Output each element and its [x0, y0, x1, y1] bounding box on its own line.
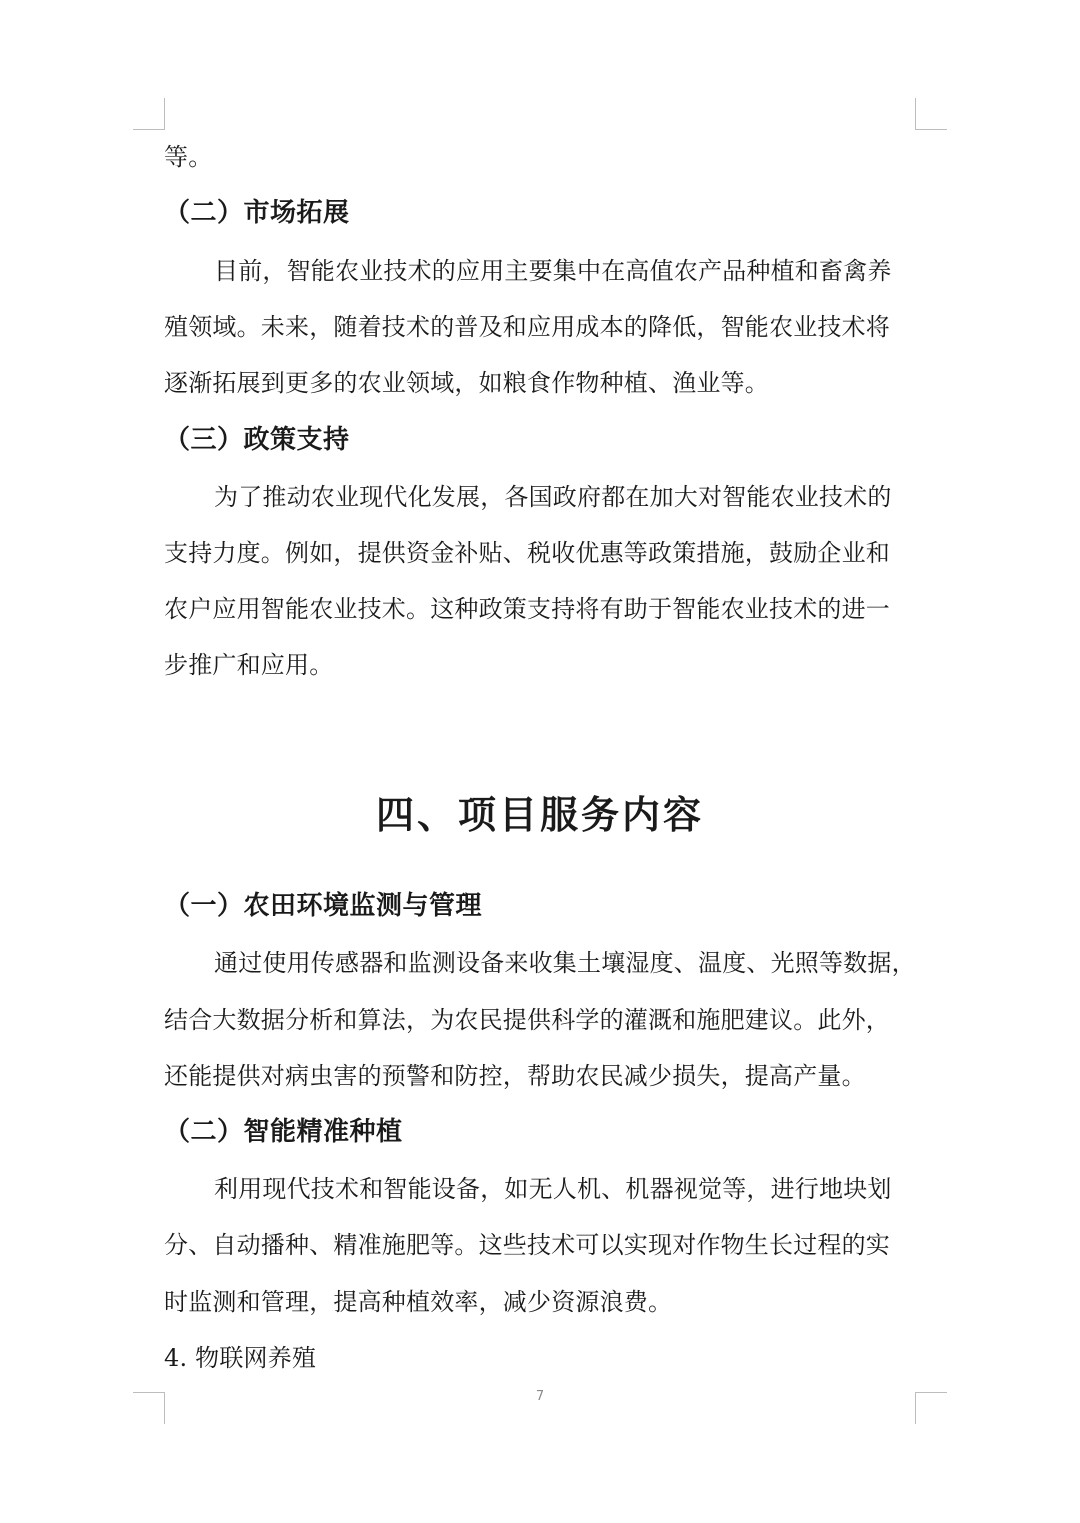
list-item-iot-farming: 4. 物联网养殖	[164, 1344, 317, 1372]
paragraph-line: 支持力度。例如，提供资金补贴、税收优惠等政策措施，鼓励企业和	[164, 539, 890, 567]
page-number: 7	[535, 1389, 545, 1404]
paragraph-line: 步推广和应用。	[164, 651, 334, 679]
chapter-title: 四、项目服务内容	[375, 792, 704, 837]
paragraph-line: 结合大数据分析和算法，为农民提供科学的灌溉和施肥建议。此外，	[164, 1006, 890, 1034]
heading-market-expansion: （二）市场拓展	[164, 198, 350, 228]
heading-field-monitoring: （一）农田环境监测与管理	[164, 891, 483, 921]
paragraph-line: 殖领域。未来，随着技术的普及和应用成本的降低，智能农业技术将	[164, 313, 890, 341]
crop-mark-top-right	[915, 98, 947, 130]
paragraph-line: 农户应用智能农业技术。这种政策支持将有助于智能农业技术的进一	[164, 595, 890, 623]
heading-policy-support: （三）政策支持	[164, 425, 350, 455]
paragraph-line: 为了推动农业现代化发展，各国政府都在加大对智能农业技术的	[214, 483, 892, 511]
continuation-text: 等。	[164, 143, 213, 171]
paragraph-line: 逐渐拓展到更多的农业领域，如粮食作物种植、渔业等。	[164, 369, 769, 397]
paragraph-line: 还能提供对病虫害的预警和防控，帮助农民减少损失，提高产量。	[164, 1062, 866, 1090]
paragraph-line: 时监测和管理，提高种植效率，减少资源浪费。	[164, 1288, 673, 1316]
paragraph-line: 利用现代技术和智能设备，如无人机、机器视觉等，进行地块划	[214, 1175, 892, 1203]
paragraph-line: 分、自动播种、精准施肥等。这些技术可以实现对作物生长过程的实	[164, 1231, 890, 1259]
heading-precision-planting: （二）智能精准种植	[164, 1117, 403, 1147]
crop-mark-top-left	[133, 98, 165, 130]
paragraph-line: 通过使用传感器和监测设备来收集土壤湿度、温度、光照等数据，	[214, 949, 916, 977]
paragraph-line: 目前，智能农业技术的应用主要集中在高值农产品种植和畜禽养	[214, 257, 892, 285]
